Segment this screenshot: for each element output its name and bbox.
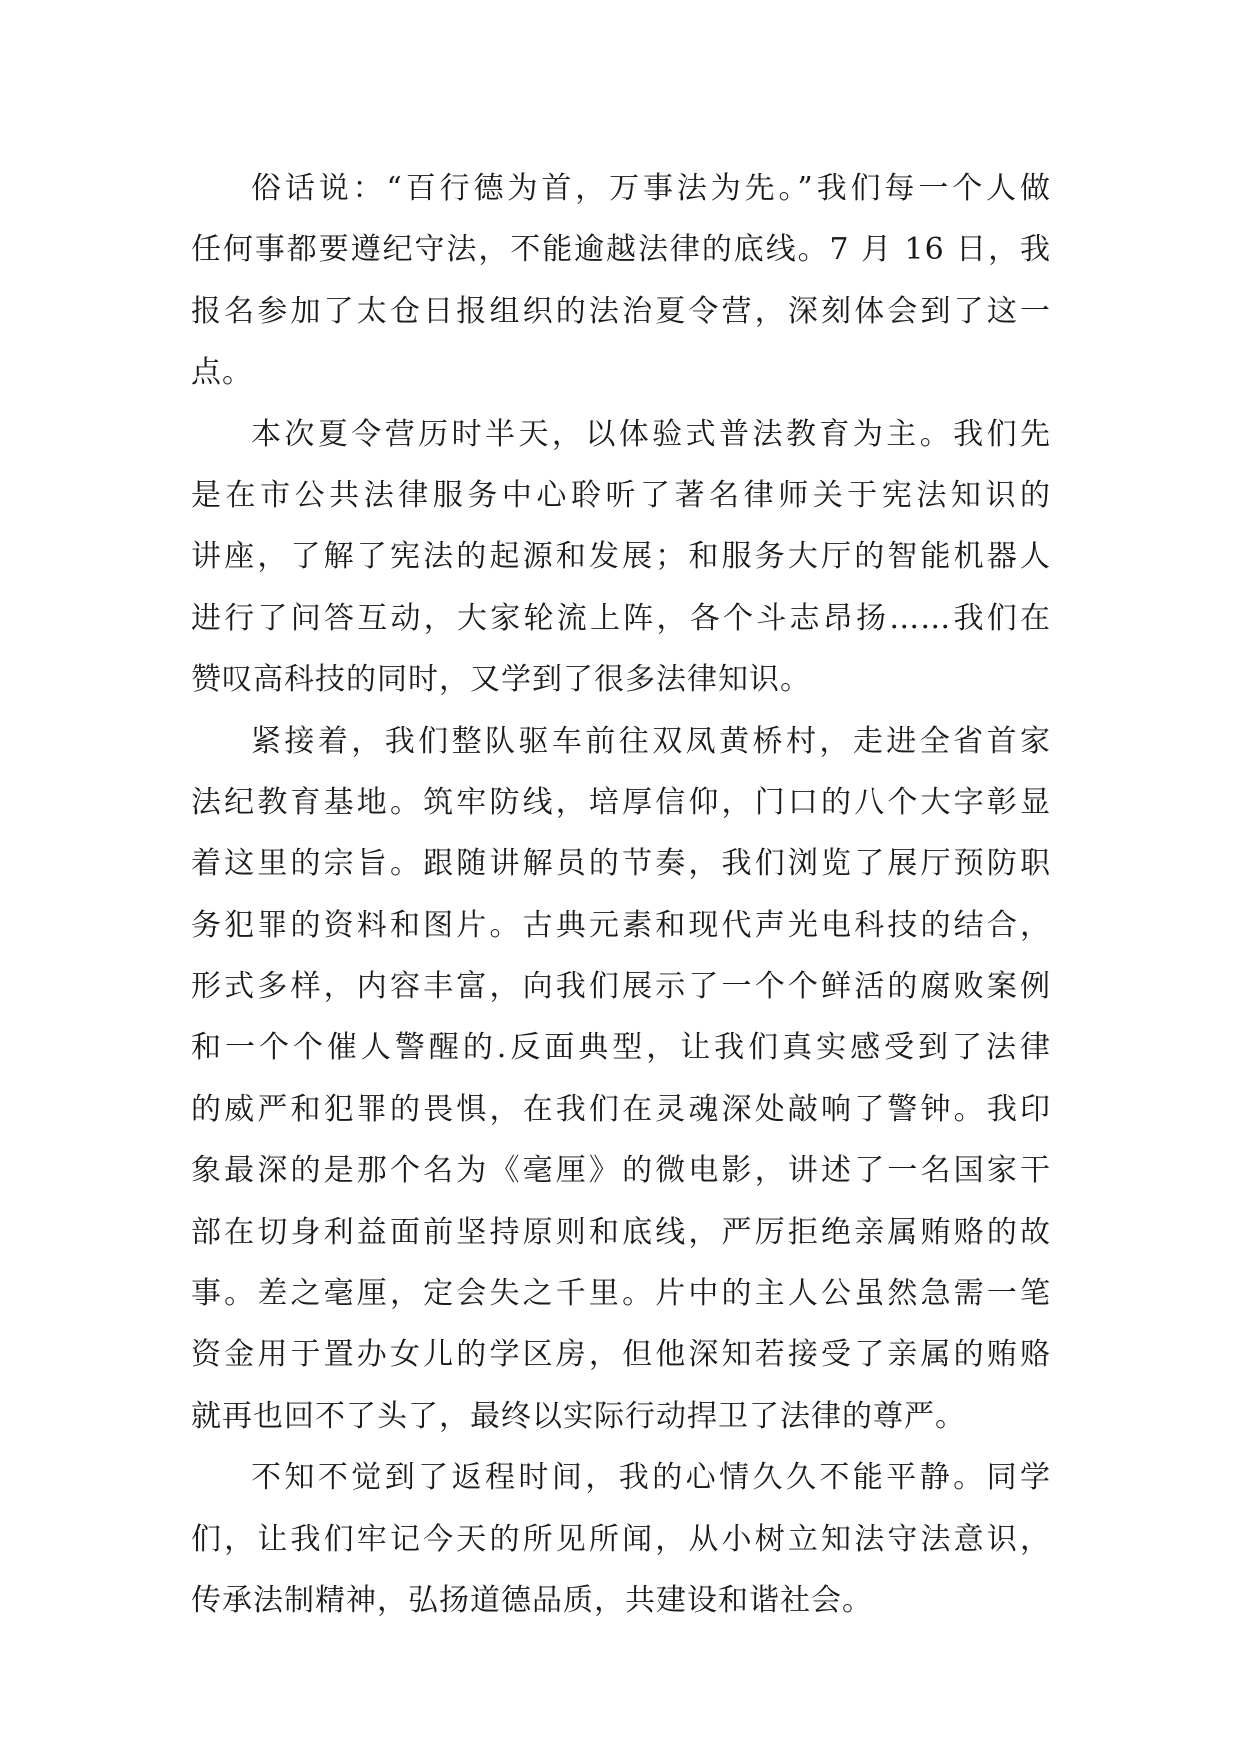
paragraph-4 [191, 1447, 1051, 1631]
text-line: 法纪教育基地。筑牢防线，培厚信仰，门口的八个大字彰显 [191, 784, 1051, 820]
paragraph-3 [191, 711, 1051, 1448]
text-line: 本次夏令营历时半天，以体验式普法教育为主。我们先 [251, 416, 1051, 452]
text-line: 资金用于置办女儿的学区房，但他深知若接受了亲属的贿赂 [191, 1337, 1051, 1373]
text-line: 务犯罪的资料和图片。古典元素和现代声光电科技的结合， [191, 907, 1051, 943]
text-line: 不知不觉到了返程时间，我的心情久久不能平静。同学 [251, 1460, 1051, 1496]
text-line: 赞叹高科技的同时，又学到了很多法律知识。 [191, 662, 811, 698]
text-line: 部在切身利益面前坚持原则和底线，严厉拒绝亲属贿赂的故 [191, 1214, 1051, 1250]
text-line: 点。 [191, 355, 253, 391]
text-line: 传承法制精神，弘扬道德品质，共建设和谐社会。 [191, 1582, 873, 1618]
text-line: 报名参加了太仓日报组织的法治夏令营，深刻体会到了这一 [191, 293, 1051, 329]
text-line: 紧接着，我们整队驱车前往双凤黄桥村，走进全省首家 [251, 723, 1051, 759]
text-line: 形式多样，内容丰富，向我们展示了一个个鲜活的腐败案例 [191, 969, 1051, 1005]
text-line: 着这里的宗旨。跟随讲解员的节奏，我们浏览了展厅预防职 [191, 846, 1051, 882]
document-body [191, 158, 1051, 1631]
text-line: 和一个个催人警醒的.反面典型，让我们真实感受到了法律 [191, 1030, 1051, 1066]
text-line: 讲座，了解了宪法的起源和发展；和服务大厅的智能机器人 [191, 539, 1051, 575]
paragraph-2 [191, 404, 1051, 711]
paragraph-1 [191, 158, 1051, 404]
text-line: 事。差之毫厘，定会失之千里。片中的主人公虽然急需一笔 [191, 1276, 1051, 1312]
text-line: 象最深的是那个名为《毫厘》的微电影，讲述了一名国家干 [191, 1153, 1051, 1189]
text-line: 的威严和犯罪的畏惧，在我们在灵魂深处敲响了警钟。我印 [191, 1091, 1051, 1127]
text-line: 任何事都要遵纪守法，不能逾越法律的底线。7 月 16 日，我 [191, 232, 1051, 268]
text-line: 进行了问答互动，大家轮流上阵，各个斗志昂扬……我们在 [191, 600, 1051, 636]
text-line: 们，让我们牢记今天的所见所闻，从小树立知法守法意识， [191, 1521, 1051, 1557]
text-line: 是在市公共法律服务中心聆听了著名律师关于宪法知识的 [191, 477, 1051, 513]
text-line: 俗话说：“百行德为首，万事法为先。”我们每一个人做 [251, 171, 1051, 206]
text-line: 就再也回不了头了，最终以实际行动捍卫了法律的尊严。 [191, 1398, 966, 1434]
